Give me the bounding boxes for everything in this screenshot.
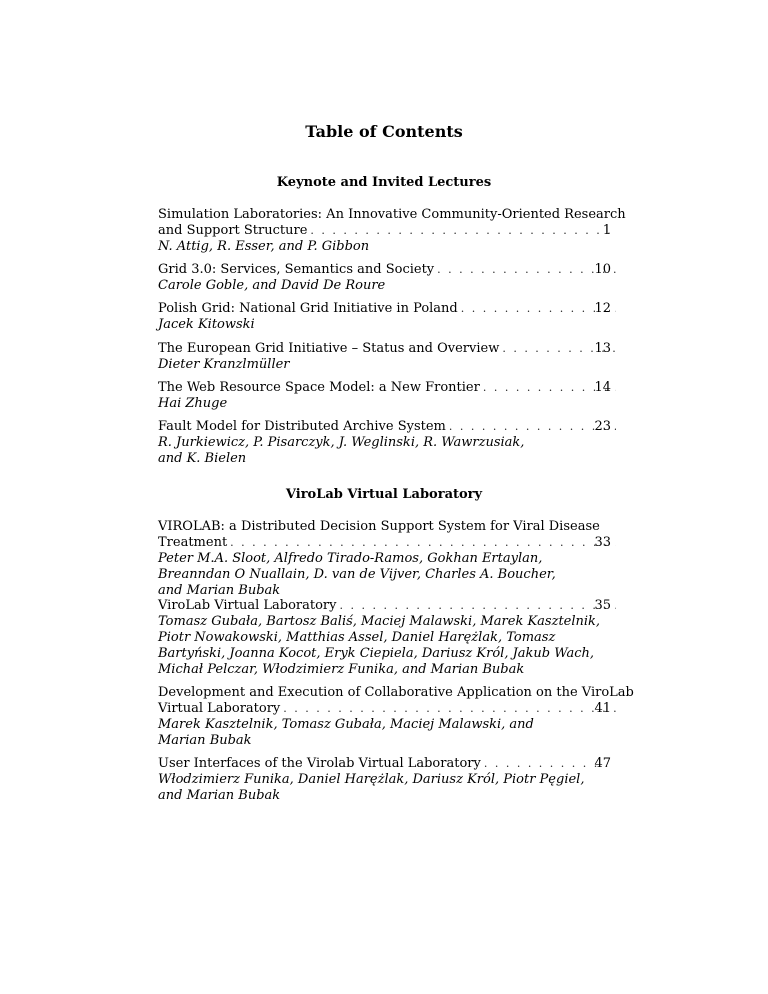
entry-authors: Michał Pelczar, Włodzimierz Funika, and Marian Bubak <box>158 662 525 677</box>
entry-title-row <box>158 701 619 717</box>
entry-title-row <box>158 223 619 239</box>
dot-leader <box>283 701 616 717</box>
entry-authors: Włodzimierz Funika, Daniel Harężlak, Dariusz Król, Piotr Pęgiel, <box>158 772 585 787</box>
entry-page-number: 13 <box>594 341 611 356</box>
dot-leader <box>310 223 616 239</box>
entry-title-line: ViroLab Virtual Laboratory <box>158 598 337 613</box>
entry-authors: Dieter Kranzlmüller <box>158 357 290 372</box>
entry-page-number: 14 <box>594 380 611 395</box>
entry-authors: Piotr Nowakowski, Matthias Assel, Daniel Harężlak, Tomasz <box>158 630 556 645</box>
entry-authors: Carole Goble, and David De Roure <box>158 278 386 293</box>
entry-title-line: and Support Structure <box>158 223 308 238</box>
entry-authors: and Marian Bubak <box>158 583 281 598</box>
entry-title-line: Treatment <box>158 535 228 550</box>
entry-page-number: 33 <box>594 535 611 550</box>
entry-page-number: 47 <box>594 756 611 771</box>
entry-title-line: Development and Execution of Collaborative Application on the ViroLab <box>158 685 634 700</box>
entry-title-row <box>158 380 619 396</box>
entry-authors: and K. Bielen <box>158 451 247 466</box>
page-title: Table of Contents <box>305 122 463 141</box>
entry-page-number: 1 <box>602 223 611 238</box>
entry-title-line: VIROLAB: a Distributed Decision Support System for Viral Disease <box>158 519 600 534</box>
entry-title-row <box>158 301 619 317</box>
entry-title-row <box>158 756 619 772</box>
entry-title-line: Grid 3.0: Services, Semantics and Society <box>158 262 435 277</box>
section-heading: Keynote and Invited Lectures <box>276 175 492 190</box>
entry-authors: Bartyński, Joanna Kocot, Eryk Ciepiela, Dariusz Król, Jakub Wach, <box>158 646 595 661</box>
entry-page-number: 10 <box>594 262 611 277</box>
section-heading: ViroLab Virtual Laboratory <box>285 487 483 502</box>
dot-leader <box>339 598 616 614</box>
entry-page-number: 35 <box>594 598 611 613</box>
entry-title-line: Polish Grid: National Grid Initiative in Poland <box>158 301 458 316</box>
entry-title-line: The European Grid Initiative – Status and Overview <box>158 341 500 356</box>
entry-title-row <box>158 535 619 551</box>
entry-authors: N. Attig, R. Esser, and P. Gibbon <box>158 239 370 254</box>
entry-title-row <box>158 419 619 435</box>
entry-title-line: Fault Model for Distributed Archive System <box>158 419 446 434</box>
entry-title-line: Virtual Laboratory <box>158 701 281 716</box>
entry-authors: R. Jurkiewicz, P. Pisarczyk, J. Weglinski, R. Wawrzusiak, <box>158 435 525 450</box>
entry-authors: Peter M.A. Sloot, Alfredo Tirado-Ramos, Gokhan Ertaylan, <box>158 551 543 566</box>
entry-authors: Jacek Kitowski <box>158 317 255 332</box>
entry-title-row <box>158 262 619 278</box>
entry-title-row <box>158 598 619 614</box>
entry-authors: and Marian Bubak <box>158 788 281 803</box>
entry-page-number: 12 <box>594 301 611 316</box>
entry-authors: Marian Bubak <box>158 733 252 748</box>
entry-title-line: User Interfaces of the Virolab Virtual Laboratory <box>158 756 481 771</box>
entry-page-number: 23 <box>594 419 611 434</box>
entry-authors: Hai Zhuge <box>158 396 228 411</box>
entry-title-row <box>158 341 619 357</box>
entry-authors: Tomasz Gubała, Bartosz Baliś, Maciej Malawski, Marek Kasztelnik, <box>158 614 601 629</box>
entry-page-number: 41 <box>594 701 611 716</box>
dot-leader <box>230 535 616 551</box>
entry-authors: Breanndan O Nuallain, D. van de Vijver, Charles A. Boucher, <box>158 567 556 582</box>
entry-title-line: Simulation Laboratories: An Innovative Community-Oriented Research <box>158 207 626 222</box>
entry-title-line: The Web Resource Space Model: a New Frontier <box>158 380 480 395</box>
entry-authors: Marek Kasztelnik, Tomasz Gubała, Maciej Malawski, and <box>158 717 534 732</box>
